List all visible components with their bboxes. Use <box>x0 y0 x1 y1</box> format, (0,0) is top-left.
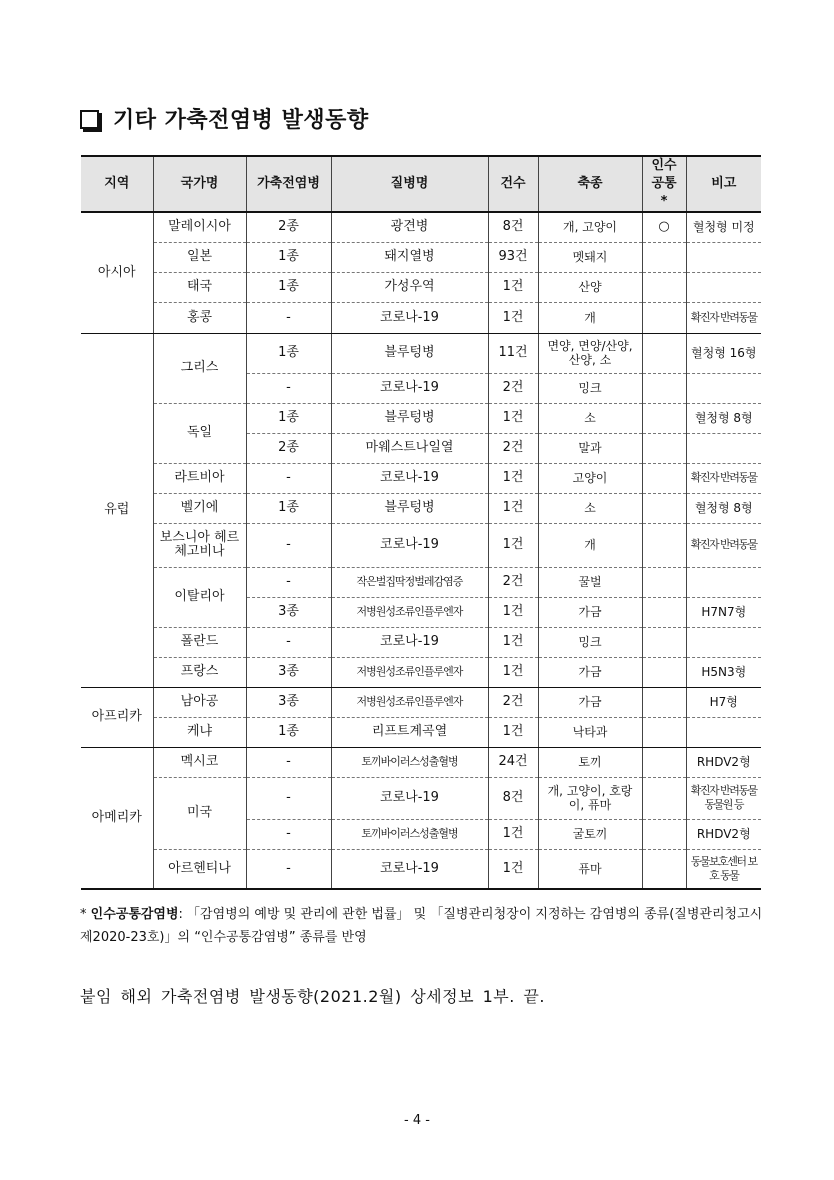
species-cell: 굴토끼 <box>538 819 642 849</box>
disease-table <box>81 155 761 890</box>
disease-cell: 코로나-19 <box>331 373 488 403</box>
disease-cell: 광견병 <box>331 212 488 242</box>
zoonosis-cell <box>642 373 686 403</box>
count-cell: 11건 <box>488 333 538 373</box>
table-row <box>81 687 761 717</box>
species-cell: 멧돼지 <box>538 242 642 272</box>
note-cell: H7형 <box>686 687 761 717</box>
zoonosis-cell <box>642 403 686 433</box>
header-country: 국가명 <box>153 156 246 212</box>
checkbox-icon <box>80 110 99 129</box>
country-cell: 그리스 <box>153 333 246 403</box>
region-cell: 아메리카 <box>81 747 153 889</box>
count-cell: 2건 <box>488 433 538 463</box>
zoonosis-cell <box>642 627 686 657</box>
note-cell: 확진자 반려동물 동물원 등 <box>686 777 761 819</box>
zoonosis-cell <box>642 493 686 523</box>
count-cell: 8건 <box>488 212 538 242</box>
note-cell: RHDV2형 <box>686 819 761 849</box>
species-cell: 밍크 <box>538 373 642 403</box>
species-cell: 고양이 <box>538 463 642 493</box>
category-cell: 1종 <box>246 403 331 433</box>
header-region: 지역 <box>81 156 153 212</box>
note-cell: RHDV2형 <box>686 747 761 777</box>
note-cell <box>686 627 761 657</box>
category-cell: - <box>246 463 331 493</box>
species-cell: 가금 <box>538 597 642 627</box>
zoonosis-cell <box>642 849 686 889</box>
count-cell: 2건 <box>488 687 538 717</box>
table-row <box>81 849 761 889</box>
species-cell: 개, 고양이, 호랑이, 퓨마 <box>538 777 642 819</box>
disease-cell: 가성우역 <box>331 272 488 302</box>
disease-cell: 블루텅병 <box>331 403 488 433</box>
category-cell: 3종 <box>246 597 331 627</box>
footnote <box>80 903 770 949</box>
footnote-text: : 「감염병의 예방 및 관리에 관한 법률」 및 「질병관리청장이 지정하는 감염병의 종류(질병관리청고시 제2020-23호)」의 “인수공통감염병” 종류를 반영 <box>80 907 763 945</box>
country-cell: 독일 <box>153 403 246 463</box>
species-cell: 꿀벌 <box>538 567 642 597</box>
count-cell: 1건 <box>488 403 538 433</box>
country-cell: 남아공 <box>153 687 246 717</box>
count-cell: 24건 <box>488 747 538 777</box>
category-cell: 1종 <box>246 242 331 272</box>
country-cell: 아르헨티나 <box>153 849 246 889</box>
disease-cell: 코로나-19 <box>331 523 488 567</box>
country-cell: 멕시코 <box>153 747 246 777</box>
zoonosis-cell <box>642 523 686 567</box>
category-cell: - <box>246 567 331 597</box>
heading-text: 기타 가축전염병 발생동향 <box>113 108 369 133</box>
note-cell: 혈청형 8형 <box>686 493 761 523</box>
table-row <box>81 777 761 819</box>
note-cell: 확진자 반려동물 <box>686 523 761 567</box>
disease-cell: 저병원성조류인플루엔자 <box>331 657 488 687</box>
disease-cell: 코로나-19 <box>331 463 488 493</box>
count-cell: 1건 <box>488 657 538 687</box>
note-cell <box>686 242 761 272</box>
count-cell: 1건 <box>488 717 538 747</box>
species-cell: 낙타과 <box>538 717 642 747</box>
disease-cell: 저병원성조류인플루엔자 <box>331 597 488 627</box>
count-cell: 1건 <box>488 523 538 567</box>
country-cell: 미국 <box>153 777 246 849</box>
country-cell: 태국 <box>153 272 246 302</box>
category-cell: - <box>246 849 331 889</box>
disease-cell: 코로나-19 <box>331 302 488 333</box>
species-cell: 가금 <box>538 657 642 687</box>
category-cell: 1종 <box>246 333 331 373</box>
zoonosis-cell <box>642 657 686 687</box>
note-cell: H7N7형 <box>686 597 761 627</box>
country-cell: 말레이시아 <box>153 212 246 242</box>
region-cell: 유럽 <box>81 333 153 687</box>
count-cell: 1건 <box>488 493 538 523</box>
category-cell: - <box>246 777 331 819</box>
species-cell: 개 <box>538 302 642 333</box>
count-cell: 1건 <box>488 272 538 302</box>
table-row <box>81 333 761 373</box>
zoonosis-cell: ○ <box>642 212 686 242</box>
disease-cell: 블루텅병 <box>331 333 488 373</box>
category-cell: 2종 <box>246 433 331 463</box>
zoonosis-cell <box>642 777 686 819</box>
zoonosis-cell <box>642 747 686 777</box>
table-row <box>81 493 761 523</box>
page-number: - 4 - <box>404 1113 430 1128</box>
note-cell <box>686 567 761 597</box>
country-cell: 라트비아 <box>153 463 246 493</box>
country-cell: 폴란드 <box>153 627 246 657</box>
count-cell: 1건 <box>488 597 538 627</box>
country-cell: 보스니아 헤르체고비나 <box>153 523 246 567</box>
country-cell: 벨기에 <box>153 493 246 523</box>
category-cell: - <box>246 523 331 567</box>
disease-cell: 코로나-19 <box>331 777 488 819</box>
page-heading <box>80 103 369 134</box>
zoonosis-cell <box>642 242 686 272</box>
country-cell: 홍콩 <box>153 302 246 333</box>
category-cell: - <box>246 373 331 403</box>
category-cell: - <box>246 747 331 777</box>
disease-cell: 작은벌집딱정벌레감염증 <box>331 567 488 597</box>
zoonosis-cell <box>642 597 686 627</box>
country-cell: 케냐 <box>153 717 246 747</box>
country-cell: 이탈리아 <box>153 567 246 627</box>
note-cell: 확진자 반려동물 <box>686 302 761 333</box>
zoonosis-cell <box>642 819 686 849</box>
attachment-note: 붙임 해외 가축전염병 발생동향(2021.2월) 상세정보 1부. 끝. <box>80 987 545 1006</box>
species-cell: 소 <box>538 493 642 523</box>
zoonosis-cell <box>642 433 686 463</box>
table-row <box>81 627 761 657</box>
count-cell: 1건 <box>488 302 538 333</box>
header-count: 건수 <box>488 156 538 212</box>
table-row <box>81 403 761 433</box>
count-cell: 8건 <box>488 777 538 819</box>
species-cell: 토끼 <box>538 747 642 777</box>
disease-cell: 돼지열병 <box>331 242 488 272</box>
category-cell: 3종 <box>246 657 331 687</box>
header-disease: 질병명 <box>331 156 488 212</box>
species-cell: 퓨마 <box>538 849 642 889</box>
country-cell: 프랑스 <box>153 657 246 687</box>
disease-cell: 블루텅병 <box>331 493 488 523</box>
table-row <box>81 212 761 242</box>
count-cell: 2건 <box>488 373 538 403</box>
note-cell <box>686 373 761 403</box>
species-cell: 산양 <box>538 272 642 302</box>
count-cell: 1건 <box>488 819 538 849</box>
category-cell: 1종 <box>246 493 331 523</box>
header-category: 가축전염병 <box>246 156 331 212</box>
table-row <box>81 302 761 333</box>
table-row <box>81 747 761 777</box>
region-cell: 아시아 <box>81 212 153 333</box>
category-cell: - <box>246 627 331 657</box>
zoonosis-cell <box>642 333 686 373</box>
table-row <box>81 463 761 493</box>
header-zoonosis: 인수공통* <box>642 156 686 212</box>
species-cell: 밍크 <box>538 627 642 657</box>
footnote-label: 인수공통감염병 <box>90 907 179 922</box>
table-row <box>81 657 761 687</box>
category-cell: - <box>246 819 331 849</box>
count-cell: 1건 <box>488 463 538 493</box>
note-cell <box>686 717 761 747</box>
zoonosis-cell <box>642 302 686 333</box>
category-cell: 1종 <box>246 717 331 747</box>
zoonosis-cell <box>642 687 686 717</box>
zoonosis-cell <box>642 567 686 597</box>
disease-cell: 마웨스트나일열 <box>331 433 488 463</box>
note-cell: 확진자 반려동물 <box>686 463 761 493</box>
species-cell: 가금 <box>538 687 642 717</box>
table-row <box>81 242 761 272</box>
note-cell: H5N3형 <box>686 657 761 687</box>
disease-cell: 코로나-19 <box>331 849 488 889</box>
table-row <box>81 523 761 567</box>
note-cell <box>686 433 761 463</box>
note-cell: 혈청형 미정 <box>686 212 761 242</box>
note-cell: 동물보호센터 보호 동물 <box>686 849 761 889</box>
note-cell: 혈청형 16형 <box>686 333 761 373</box>
disease-cell: 코로나-19 <box>331 627 488 657</box>
table-row <box>81 567 761 597</box>
zoonosis-cell <box>642 717 686 747</box>
disease-cell: 토끼바이러스성출혈병 <box>331 819 488 849</box>
count-cell: 2건 <box>488 567 538 597</box>
table-header-row <box>81 156 761 212</box>
zoonosis-cell <box>642 463 686 493</box>
species-cell: 말과 <box>538 433 642 463</box>
footnote-marker: * <box>80 907 87 922</box>
zoonosis-cell <box>642 272 686 302</box>
disease-cell: 토끼바이러스성출혈병 <box>331 747 488 777</box>
region-cell: 아프리카 <box>81 687 153 747</box>
category-cell: 2종 <box>246 212 331 242</box>
country-cell: 일본 <box>153 242 246 272</box>
header-species: 축종 <box>538 156 642 212</box>
species-cell: 소 <box>538 403 642 433</box>
species-cell: 면양, 면양/산양, 산양, 소 <box>538 333 642 373</box>
count-cell: 93건 <box>488 242 538 272</box>
count-cell: 1건 <box>488 627 538 657</box>
disease-cell: 리프트계곡열 <box>331 717 488 747</box>
note-cell <box>686 272 761 302</box>
table-row <box>81 717 761 747</box>
category-cell: 3종 <box>246 687 331 717</box>
count-cell: 1건 <box>488 849 538 889</box>
table-row <box>81 272 761 302</box>
category-cell: - <box>246 302 331 333</box>
note-cell: 혈청형 8형 <box>686 403 761 433</box>
species-cell: 개, 고양이 <box>538 212 642 242</box>
header-note: 비고 <box>686 156 761 212</box>
disease-cell: 저병원성조류인플루엔자 <box>331 687 488 717</box>
species-cell: 개 <box>538 523 642 567</box>
category-cell: 1종 <box>246 272 331 302</box>
